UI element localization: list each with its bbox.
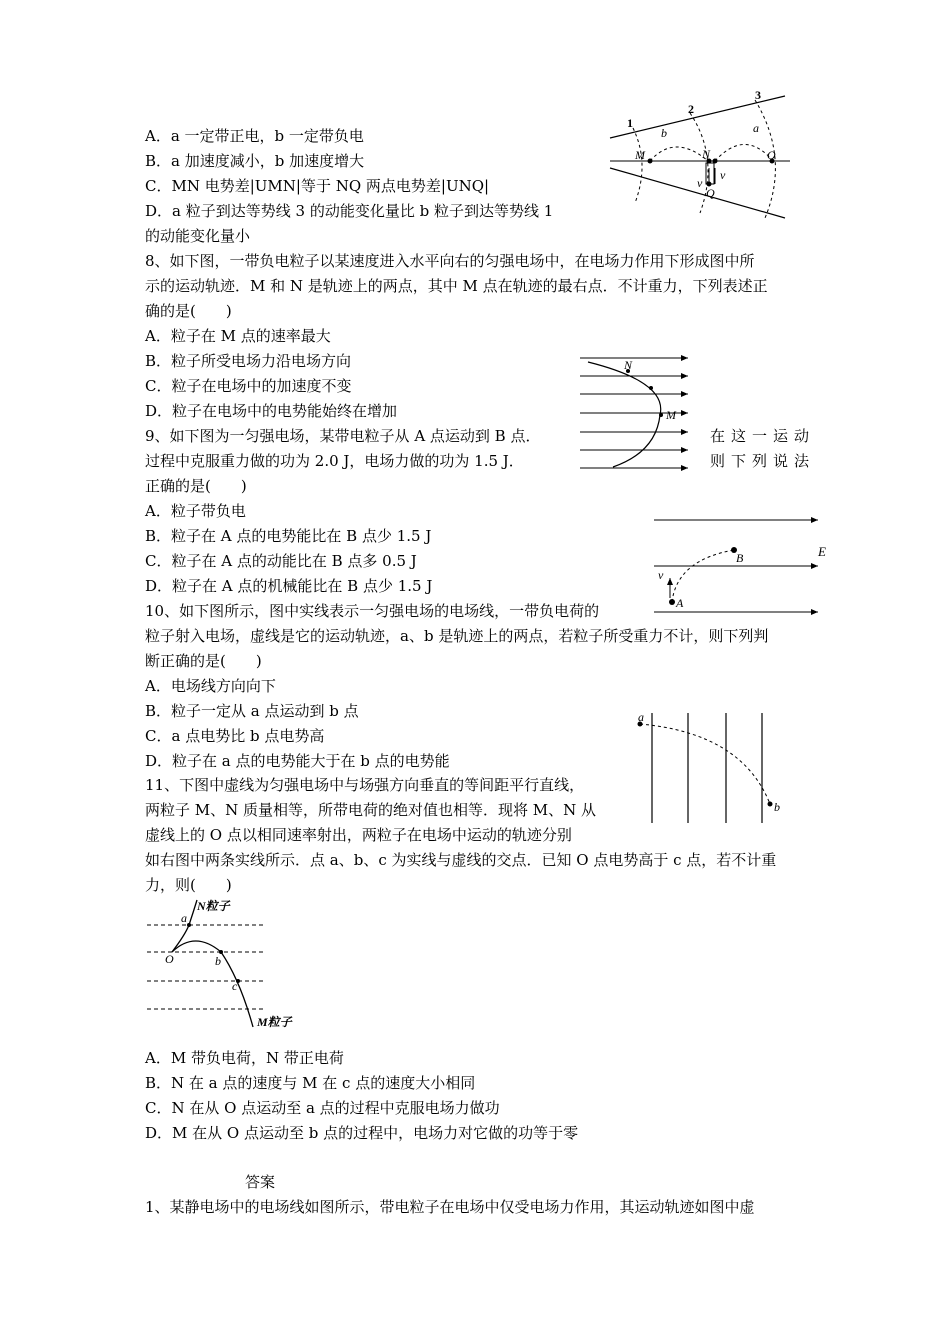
q11-stem-line3: 虚线上的 O 点以相同速率射出，两粒子在电场中运动的轨迹分别 bbox=[145, 826, 572, 844]
q10-option-c: C．a 点电势比 b 点电势高 bbox=[145, 727, 325, 745]
fig7-label-o: O bbox=[767, 148, 776, 162]
fig11-label-b: b bbox=[215, 954, 221, 968]
fig7-label-q: Q bbox=[706, 186, 715, 200]
q11-option-b: B．N 在 a 点的速度与 M 在 c 点的速度大小相同 bbox=[145, 1074, 476, 1092]
q7-option-d-line2: 的动能变化量小 bbox=[145, 227, 251, 245]
fig11-label-a: a bbox=[181, 911, 187, 925]
q9-option-b: B．粒子在 A 点的电势能比在 B 点少 1.5 J bbox=[145, 527, 432, 545]
q11-option-d: D．M 在从 O 点运动至 b 点的过程中，电场力对它做的功等于零 bbox=[145, 1124, 579, 1142]
q9-stem-line2: 过程中克服重力做的功为 2.0 J，电场力做的功为 1.5 J． bbox=[145, 452, 524, 470]
q11-stem-line1: 11、下图中虚线为匀强电场中与场强方向垂直的等间距平行直线， bbox=[145, 776, 585, 794]
q7-option-c: C．MN 电势差|UMN|等于 NQ 两点电势差|UNQ| bbox=[145, 177, 490, 195]
q9-option-c: C．粒子在 A 点的动能比在 B 点多 0.5 J bbox=[145, 552, 417, 570]
q10-option-a: A．电场线方向向下 bbox=[145, 677, 276, 695]
q11-stem-line5: 力，则( ) bbox=[145, 876, 232, 894]
q8-stem-line3: 确的是( ) bbox=[145, 302, 232, 320]
answers-heading: 答案 bbox=[245, 1173, 276, 1191]
q10-option-d: D．粒子在 a 点的电势能大于在 b 点的电势能 bbox=[145, 752, 450, 770]
q10-option-b: B．粒子一定从 a 点运动到 b 点 bbox=[145, 702, 359, 720]
q8-stem-line2: 示的运动轨迹．M 和 N 是轨迹上的两点，其中 M 点在轨迹的最右点．不计重力，下列表述正 bbox=[145, 277, 768, 295]
fig9-label-v: v bbox=[658, 568, 664, 582]
fig7-label-b: b bbox=[661, 126, 667, 140]
q9-stem-line3: 正确的是( ) bbox=[145, 477, 247, 495]
fig7-label-n: N bbox=[702, 147, 711, 161]
q8-option-d: D．粒子在电场中的电势能始终在增加 bbox=[145, 402, 398, 420]
q10-stem-line1: 10、如下图所示，图中实线表示一匀强电场的电场线，一带负电荷的 bbox=[145, 602, 600, 620]
fig11-label-c: c bbox=[232, 979, 238, 993]
q10-stem-line3: 断正确的是( ) bbox=[145, 652, 262, 670]
fig9-label-b: B bbox=[736, 551, 744, 565]
figure-q7-equipotential-lines bbox=[605, 88, 795, 228]
fig10-label-b: b bbox=[774, 800, 780, 814]
q8-option-a: A．粒子在 M 点的速率最大 bbox=[145, 327, 331, 345]
q9-option-d: D．粒子在 A 点的机械能比在 B 点少 1.5 J bbox=[145, 577, 433, 595]
fig7-label-v2: v bbox=[720, 168, 726, 182]
q9-option-a: A．粒子带负电 bbox=[145, 502, 246, 520]
q10-stem-line2: 粒子射入电场，虚线是它的运动轨迹，a、b 是轨迹上的两点，若粒子所受重力不计，则下列判 bbox=[145, 627, 769, 645]
figure-q11-particle-trajectories bbox=[145, 895, 320, 1035]
q8-option-b: B．粒子所受电场力沿电场方向 bbox=[145, 352, 352, 370]
fig11-label-o: O bbox=[165, 952, 174, 966]
q11-option-a: A．M 带负电荷，N 带正电荷 bbox=[145, 1049, 344, 1067]
q8-option-c: C．粒子在电场中的加速度不变 bbox=[145, 377, 352, 395]
q9-stem-line1-right: 在这一运动 bbox=[710, 427, 816, 445]
fig11-label-n-particle: N粒子 bbox=[197, 899, 230, 913]
fig7-label-3: 3 bbox=[755, 88, 761, 102]
figure-q8-uniform-field bbox=[578, 352, 693, 472]
fig7-label-a: a bbox=[753, 121, 759, 135]
q11-stem-line2: 两粒子 M、N 质量相等，所带电荷的绝对值也相等．现将 M、N 从 bbox=[145, 801, 597, 819]
fig11-label-m-particle: M粒子 bbox=[257, 1015, 292, 1029]
fig8-label-m: M bbox=[666, 408, 676, 422]
fig10-label-a: a bbox=[638, 710, 644, 724]
q7-option-d-line1: D．a 粒子到达等势线 3 的动能变化量比 b 粒子到达等势线 1 bbox=[145, 202, 554, 220]
q11-stem-line4: 如右图中两条实线所示．点 a、b、c 为实线与虚线的交点．已知 O 点电势高于 c 点，若不计重 bbox=[145, 851, 777, 869]
fig7-label-1: 1 bbox=[627, 116, 633, 130]
q9-stem-line2-right: 则下列说法 bbox=[710, 452, 816, 470]
q9-stem-line1: 9、如下图为一匀强电场，某带电粒子从 A 点运动到 B 点． bbox=[145, 427, 541, 445]
fig7-label-m: M bbox=[635, 148, 645, 162]
fig9-label-e: E bbox=[818, 544, 826, 559]
q7-option-a: A．a 一定带正电，b 一定带负电 bbox=[145, 127, 364, 145]
fig7-label-2: 2 bbox=[688, 102, 694, 116]
fig9-label-a: A bbox=[676, 596, 684, 610]
figure-q9-field-and-path bbox=[652, 510, 832, 620]
fig7-label-v1: v bbox=[697, 176, 703, 190]
answers-q1-line1: 1、某静电场中的电场线如图所示，带电粒子在电场中仅受电场力作用，其运动轨迹如图中虚 bbox=[145, 1198, 755, 1216]
q11-option-c: C．N 在从 O 点运动至 a 点的过程中克服电场力做功 bbox=[145, 1099, 500, 1117]
q7-option-b: B．a 加速度减小，b 加速度增大 bbox=[145, 152, 365, 170]
fig8-label-n: N bbox=[624, 358, 633, 372]
figure-q10-vertical-field bbox=[632, 708, 787, 828]
q8-stem-line1: 8、如下图，一带负电粒子以某速度进入水平向右的匀强电场中，在电场力作用下形成图中所 bbox=[145, 252, 755, 270]
